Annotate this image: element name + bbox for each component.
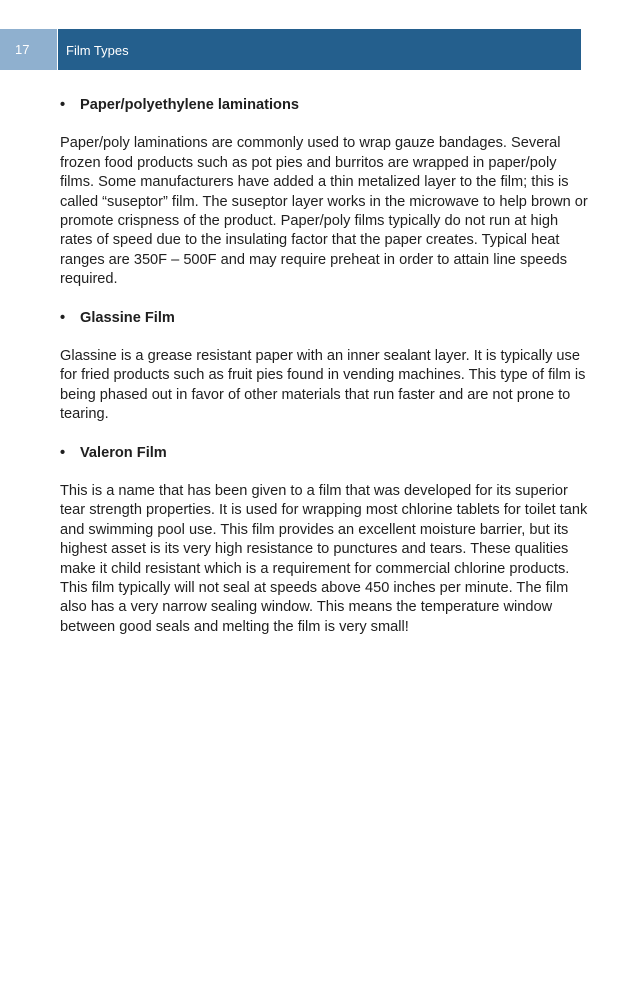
heading-text: Valeron Film: [80, 444, 167, 461]
section-paragraph: This is a name that has been given to a film that was developed for its superior tear strength properties. It is used for wrapping most chlorine tablets for toilet tank and swimming pool use. This film provides an excellent moisture barrier, but its highest asset is its very high resistance to punctures and tears. These qualities make it child resistant which is a requirement for commercial chlorine products. This film typically will not seal at speeds above 450 inches per minute. The film also has a very narrow sealing window. This means the temperature window between good seals and melting the film is very small!: [60, 483, 588, 635]
section-title: Film Types: [58, 29, 581, 70]
section-paragraph: Paper/poly laminations are commonly used to wrap gauze bandages. Several frozen food products such as pot pies and burritos are wrapped in paper/poly films. Some manufacturers have added a thin metalized layer to the film; this is called “suseptor” film. The suseptor layer works in the microwave to help brown or promote crispness of the product. Paper/poly films typically do not run at high rates of speed due to the insulating factor that the paper creates. Typical heat ranges are 350F – 500F and may require preheat in order to attain line speeds required.: [60, 135, 588, 288]
heading-text: Paper/polyethylene laminations: [80, 97, 299, 113]
section-heading: [60, 309, 590, 328]
section-heading: [60, 444, 590, 463]
page-number: 17: [0, 29, 57, 70]
bullet-icon: •: [60, 97, 66, 113]
section-heading: [60, 96, 590, 115]
section-paragraph: Glassine is a grease resistant paper with an inner sealant layer. It is typically use for fried products such as fruit pies found in vending machines. This type of film is being phased out in favor of other materials that run faster and are not prone to tearing.: [60, 348, 586, 423]
bullet-icon: •: [60, 444, 66, 461]
page-header: [0, 29, 581, 70]
bullet-icon: •: [60, 309, 66, 326]
heading-text: Glassine Film: [80, 309, 175, 326]
document-body: [60, 96, 590, 637]
